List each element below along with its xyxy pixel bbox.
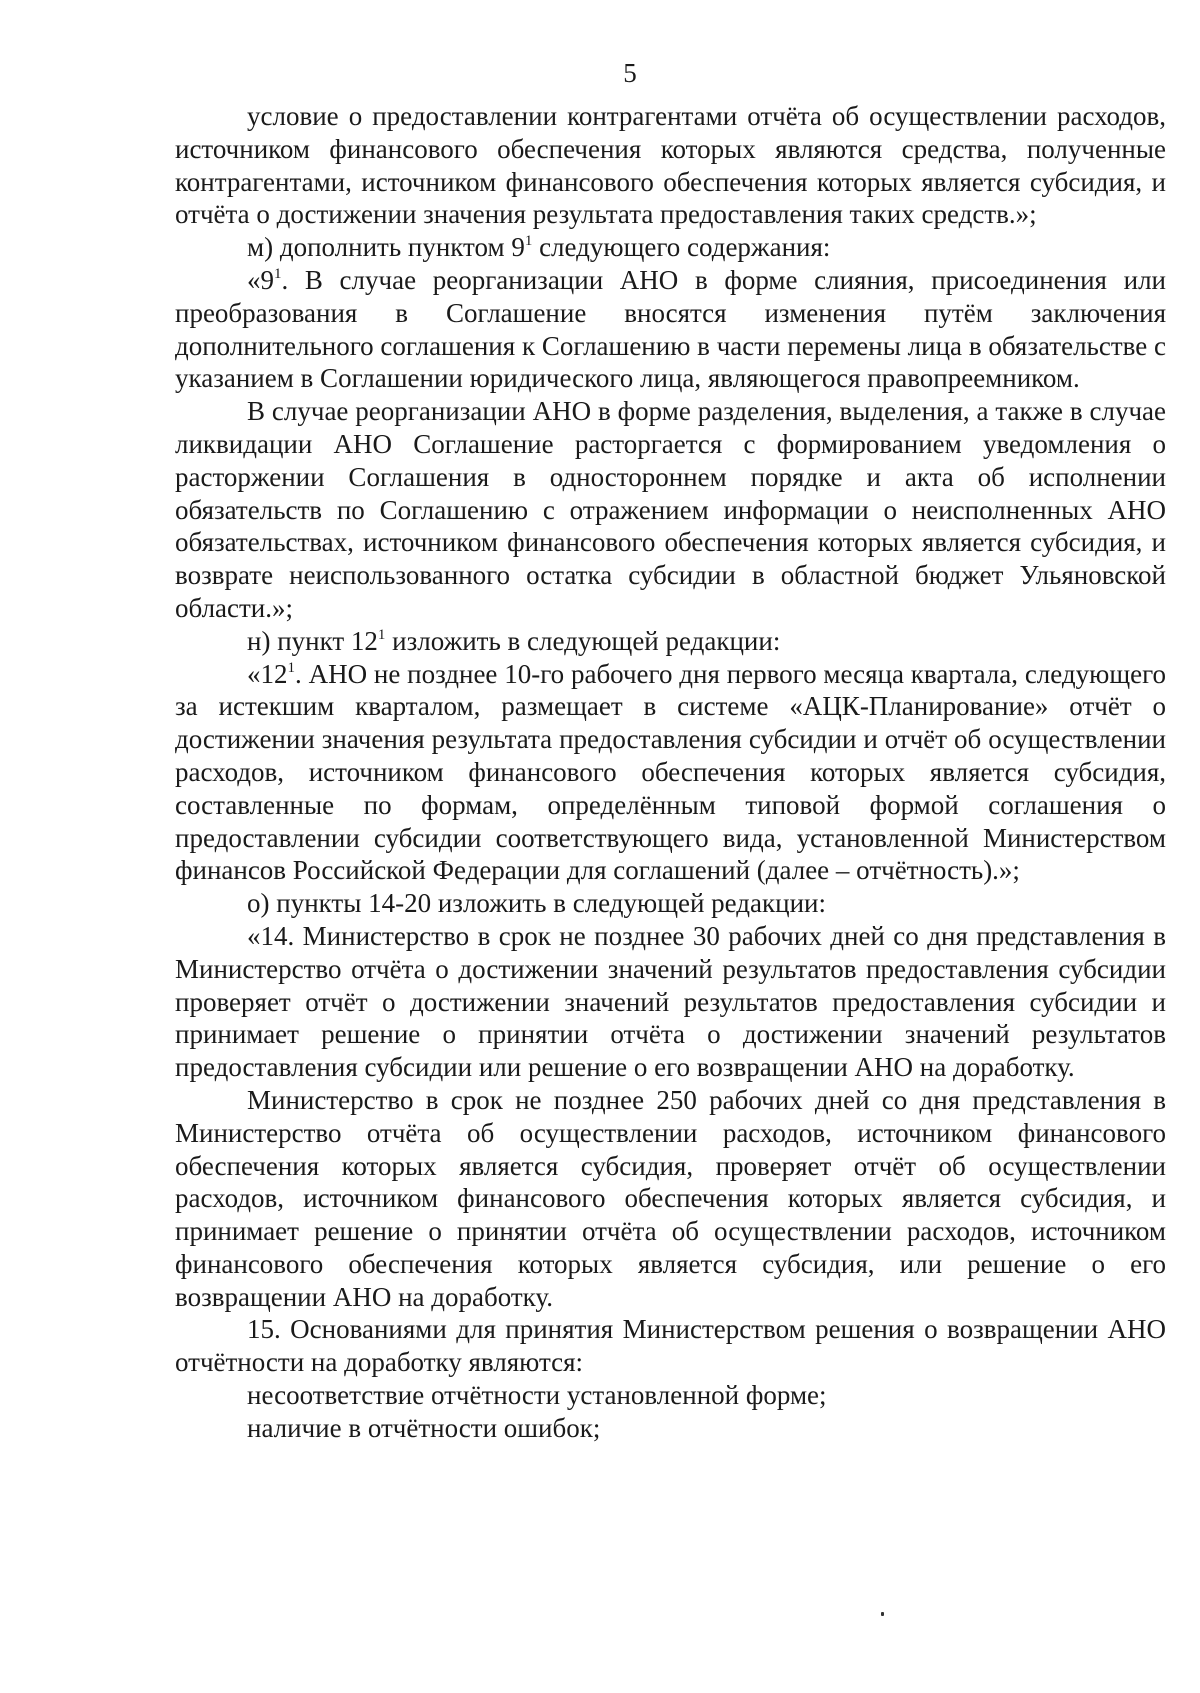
item-m-text-end: следующего содержания: [532, 232, 831, 263]
paragraph-item-n [175, 625, 1166, 658]
document-body [175, 100, 1166, 1445]
paragraph-item-o: о) пункты 14-20 изложить в следующей редакции: [247, 888, 826, 919]
paragraph-point-9-1 [175, 264, 1166, 395]
item-n-superscript: 1 [377, 626, 386, 643]
point-12-1-number: «12 [247, 658, 288, 689]
paragraph-subsidy-report-condition: условие о предоставлении контрагентами отчёта об осуществлении расходов, источником финансового обеспечения которых являются средства, полученные контрагентами, источником финансового обеспечения которых является субсидия, и отчёта о достижении значения результата предоставления таких средств.»; [175, 101, 1166, 230]
paragraph-ground-form-mismatch: несоответствие отчётности установленной форме; [247, 1380, 827, 1411]
paragraph-expense-report-review: Министерство в срок не позднее 250 рабочих дней со дня представления в Министерство отчёта об осуществлении расходов, источником финансового обеспечения которых является субсидия, проверяет отчёт об осуществлении расходов, источником финансового обеспечения которых является субсидия, и принимает решение о принятии отчёта об осуществлении расходов, источником финансового обеспечения которых является субсидия, или решение о его возвращении АНО на доработку. [175, 1084, 1166, 1312]
item-m-text-start: м) дополнить пунктом 9 [247, 232, 525, 263]
point-12-1-text: . АНО не позднее 10-го рабочего дня первого месяца квартала, следующего за истекшим кварталом, размещает в системе «АЦК-Планирование» отчёт о достижении значения результата предоставления субсидии и отчёт об осуществлении расходов, источником финансового обеспечения которых является субсидия, составленные по формам, определённым типовой формой соглашения о предоставлении субсидии соответствующего вида, установленной Министерством финансов Российской Федерации для соглашений (далее – отчётность).»; [175, 658, 1166, 886]
item-n-text-end: изложить в следующей редакции: [385, 625, 781, 656]
point-12-1-superscript: 1 [287, 659, 295, 676]
scan-speck [881, 1612, 884, 1616]
paragraph-ground-errors: наличие в отчётности ошибок; [247, 1412, 601, 1443]
paragraph-point-15: 15. Основаниями для принятия Министерством решения о возвращении АНО отчётности на доработку являются: [175, 1314, 1166, 1378]
paragraph-point-14: «14. Министерство в срок не позднее 30 рабочих дней со дня представления в Министерство отчёта о достижении значений результатов предоставления субсидии проверяет отчёт о достижении значений результатов предоставления субсидии и принимает решение о принятии отчёта о достижении значений результатов предоставления субсидии или решение о его возвращении АНО на доработку. [175, 920, 1166, 1083]
item-n-text-start: н) пункт 12 [247, 625, 378, 656]
page-number: 5 [623, 58, 637, 88]
paragraph-point-12-1 [175, 658, 1166, 888]
point-9-1-number: «9 [247, 264, 274, 295]
paragraph-item-m [175, 231, 1166, 264]
item-m-superscript: 1 [524, 233, 533, 250]
paragraph-reorganization-liquidation: В случае реорганизации АНО в форме разделения, выделения, а также в случае ликвидации АНО Соглашение расторгается с формированием уведомления о расторжении Соглашения в одностороннем порядке и акта об исполнении обязательств по Соглашению с отражением информации о неисполненных АНО обязательствах, источником финансового обеспечения которых является субсидия, и возврате неиспользованного остатка субсидии в областной бюджет Ульяновской области.»; [175, 396, 1166, 623]
point-9-1-text: . В случае реорганизации АНО в форме слияния, присоединения или преобразования в Соглашение вносятся изменения путём заключения дополнительного соглашения к Соглашению в части перемены лица в обязательстве с указанием в Соглашении юридического лица, являющегося правопреемником. [175, 264, 1166, 394]
point-9-1-superscript: 1 [274, 265, 282, 282]
